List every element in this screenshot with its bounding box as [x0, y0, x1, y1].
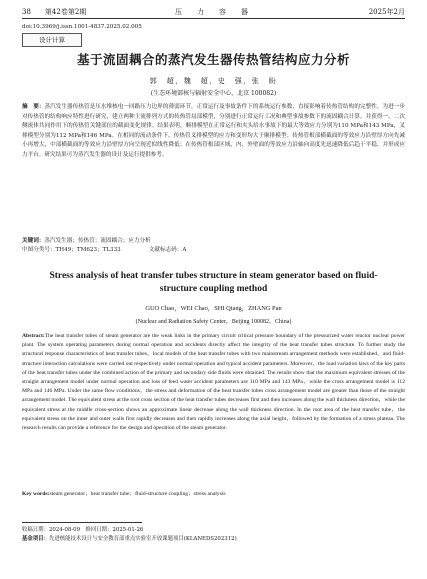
footnote-fund [22, 535, 405, 544]
keywords-en-label: Key words: [22, 491, 50, 497]
abstract-cn-label: 摘 要： [22, 104, 45, 110]
keywords-en [22, 490, 405, 499]
doi-line[interactable]: doi:10.3969/j.issn.1001-4837.2025.02.005 [22, 24, 142, 30]
category-badge: 设计计算 [22, 33, 82, 47]
header-date: 2025年2月 [368, 8, 405, 16]
keywords-cn-text: 蒸汽发生器；传热管；流固耦合；应力分析 [44, 238, 151, 244]
abstract-en-text: The heat transfer tubes of steam generator are the weak links in the primary circuit critical pressure boundary of the pressurized water reactor nuclear power plant. The system operating parameters during normal operation and accidents directly affect the integrity of the heat transfer tubes structure. To further study the structural response characteristics of heat transfer tubes，local models of the heat transfer tubes with two mainstream arrangement methods were established，and fluid-structure interaction calculations were carried out respectively under normal operation and typical accident parameters. Moreover，the load variation laws of the key parts of the heat transfer tubes under the combined action of the primary and secondary side fluids were obtained. The results show that the maximum equivalent stresses of the straight arrangement model under normal operation and loss of feed water accident parameters are 110 MPa and 143 MPa，while the cross arrangement model is 112 MPa and 146 MPa. Under the same flow conditions，the stress and deformation of the heat transfer tubes cross arrangement model are greater than those of the straight arrangement model. The equivalent stress at the root cross section of the heat transfer tubes decreases first and then increases along the wall thickness direction，while the equivalent stress at the middle cross-section shows an approximate linear decrease along the wall thickness direction. In the root area of the heat transfer tube，the equivalent stress on the inner and outer walls first rapidly decreases and then rapidly increases along the axial height，followed by the formation of a stress plateau. The research results can provide a reference for the design and operation of the steam generator. [22, 333, 405, 432]
keywords-en-text: steam generator；heat transfer tube；fluid-structure coupling；stress analysis [49, 491, 226, 497]
header-issue: 38 第42卷第2期 [22, 8, 87, 16]
authors-en: GUO Chao，WEI Chao，SHI Qiang，ZHANG Pan [145, 305, 282, 312]
header-journal-name: 压 力 容 器 [175, 8, 252, 16]
abstract-cn [22, 103, 405, 161]
abstract-en [22, 332, 405, 433]
article-title-en: Stress analysis of heat transfer tubes structure in steam generator based on fluid-structure coupling method [49, 271, 378, 294]
document-code: 文献标志码：A [148, 247, 187, 253]
running-header [22, 6, 405, 19]
footnote-fund-label: 基金项目： [22, 536, 49, 542]
clc-number: 中图分类号：TH49；TM623；TL333 [22, 247, 121, 253]
keywords-cn [22, 237, 405, 246]
footnote-divider [22, 522, 142, 523]
abstract-en-label: Abstract: [22, 333, 45, 339]
footnote-fund-text: 先进核能技术设计与安全教育部重点实验室开放课题项目(KLANEDS202312) [48, 536, 237, 542]
affiliation-cn: (生态环境部核与辐射安全中心，北京 100082) [150, 90, 277, 97]
article-title-cn: 基于流固耦合的蒸汽发生器传热管结构应力分析 [76, 52, 350, 67]
classification-cn [22, 246, 405, 255]
footnote-dates: 收稿日期：2024-08-09 修回日期：2025-01-26 [22, 527, 144, 533]
authors-cn: 郭 超，魏 超，史 强，张 盼 [149, 77, 278, 85]
keywords-cn-label: 关键词： [22, 238, 45, 244]
abstract-cn-text: 蒸汽发生器传热管是压水堆核电一回路压力边界的薄弱环节，正常运行及事故条件下的系统运行参数，直接影响着传热管结构的完整性。为进一步对传热管的结构响应特性进行研究，建立两种主流排列方式的传热管局部模型，分别进行正常运行工况和典型事故参数下的流固耦合计算，并获得一、二次侧流体共同作用下的传热管关键部位的截面变化规律。结果表明，顺排模型在正常运行和夹头给水事故下的最大等效应力分别为110 MPa和143 MPa，叉排模型分别为112 MPa和146 MPa。在相同的流动条件下，传热管叉排模型的应力和变形均大于顺排模型；传热管根部横截面的等效应力沿壁厚方向先减小再增大，中部横截面的等效应力沿壁厚方向呈现近似线性降低；在传热管根部区域，内、外壁面的等效应力沿轴向高度先迅速降低后趋于平稳，并形成应力平台。研究结果可为蒸汽发生器的设计及运行提供参考。 [22, 104, 405, 158]
affiliation-en: (Nuclear and Radiation Safety Center，Beijing 100082，China) [135, 319, 292, 325]
